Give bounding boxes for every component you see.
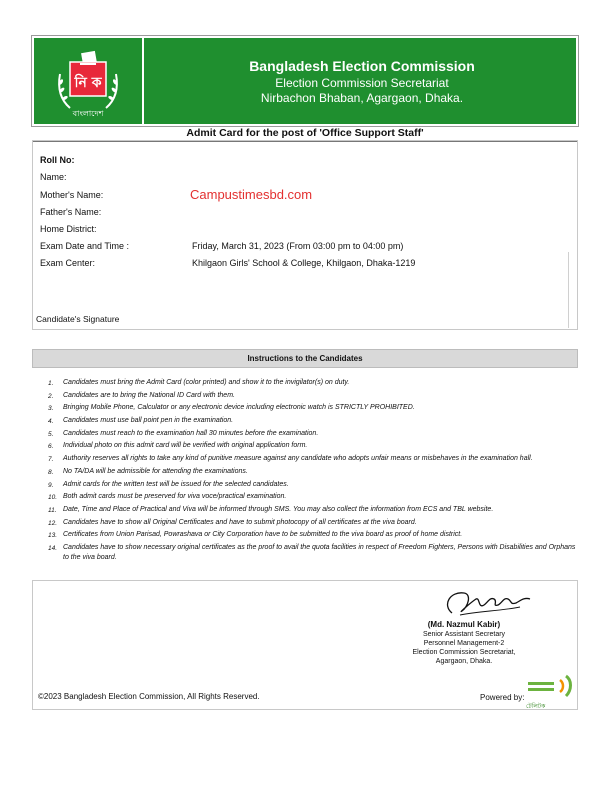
teletalk-logo-text: টেলিটক	[526, 704, 546, 710]
teletalk-logo	[526, 674, 576, 708]
list-item: 10. Both admit cards must be preserved for viva voce/practical examination.	[48, 493, 287, 502]
watermark-text: Campustimesbd.com	[190, 187, 313, 202]
logo-caption: বাংলাদেশ	[72, 109, 104, 118]
powered-by-label: Powered by:	[480, 693, 525, 702]
exam-date-label: Exam Date and Time :	[40, 241, 130, 251]
signatory-location: Agargaon, Dhaka.	[435, 658, 493, 665]
exam-center-value: Khilgaon Girls' School & College, Khilgaon, Dhaka-1219	[192, 258, 416, 268]
commission-title: Bangladesh Election Commission	[249, 58, 475, 74]
exam-center-label: Exam Center:	[40, 258, 96, 268]
list-item: 5. Candidates must reach to the examination hall 30 minutes before the examination.	[48, 429, 319, 438]
list-item: 9. Admit cards for the written test will be issued for the selected candidates.	[48, 480, 289, 489]
list-item: 3. Bringing Mobile Phone, Calculator or any electronic device including electronic watch is STRICTLY PROHIBITED.	[48, 404, 415, 413]
list-item: 12. Candidates have to show all Original Certificates and have to submit photocopy of all certificates at the viva board.	[48, 518, 417, 527]
list-item: 7. Authority reserves all rights to take any kind of punitive measure against any candidate who adopts unfair means or misbehaves in the examination hall.	[48, 455, 533, 464]
list-item: 8. No TA/DA will be admissible for attending the examinations.	[48, 467, 248, 476]
admit-card-title: Admit Card for the post of 'Office Support Staff'	[186, 127, 424, 139]
signatory-office: Election Commission Secretariat,	[412, 649, 516, 656]
list-item: 6. Individual photo on this admit card will be verified with original application form.	[48, 442, 308, 451]
name-label: Name:	[40, 172, 67, 182]
header-banner	[32, 36, 578, 126]
list-item: 1. Candidates must bring the Admit Card (color printed) and show it to the invigilator(s) on duty.	[48, 379, 350, 387]
roll-no-label: Roll No:	[40, 155, 75, 165]
signatory-department: Personnel Management-2	[423, 640, 505, 647]
list-item: 4. Candidates must use ball point pen in the examination.	[48, 417, 234, 426]
list-item: 13. Certificates from Union Parisad, Powrashava or City Corporation have to be submitted to the viva board as proof of home district.	[48, 531, 463, 540]
candidate-details-box	[32, 140, 578, 330]
exam-date-value: Friday, March 31, 2023 (From 03:00 pm to 04:00 pm)	[192, 241, 404, 251]
copyright-text: ©2023 Bangladesh Election Commission, All Rights Reserved.	[38, 692, 260, 701]
list-item: 2. Candidates are to bring the National ID Card with them.	[48, 391, 235, 400]
election-commission-logo	[34, 38, 144, 124]
instructions-header: Instructions to the Candidates	[32, 349, 578, 368]
instructions-list	[48, 378, 578, 566]
address-line: Nirbachon Bhaban, Agargaon, Dhaka.	[260, 91, 464, 105]
signatory-designation: Senior Assistant Secretary	[422, 631, 506, 638]
candidate-signature-label: Candidate's Signature	[36, 314, 120, 324]
svg-text:নি ক: নি ক	[74, 75, 102, 91]
signatory-name: (Md. Nazmul Kabir)	[427, 620, 501, 629]
mothers-name-label: Mother's Name:	[40, 190, 104, 200]
list-item: 14. Candidates have to show necessary original certificates as the proof to avail the quota facilities in respect of Freedom Fighters, Persons with Disabilities and Orphans to the viva board.	[48, 543, 576, 561]
teletalk-logo-icon	[526, 674, 576, 698]
secretariat-line: Election Commission Secretariat	[275, 76, 449, 90]
home-district-label: Home District:	[40, 224, 97, 234]
list-item: 11. Date, Time and Place of Practical and Viva will be informed through SMS. You may also collect the information from ECS and TBL website.	[48, 505, 494, 514]
fathers-name-label: Father's Name:	[40, 207, 102, 217]
authority-signature-icon	[440, 585, 535, 619]
photo-area-edge	[568, 252, 579, 328]
